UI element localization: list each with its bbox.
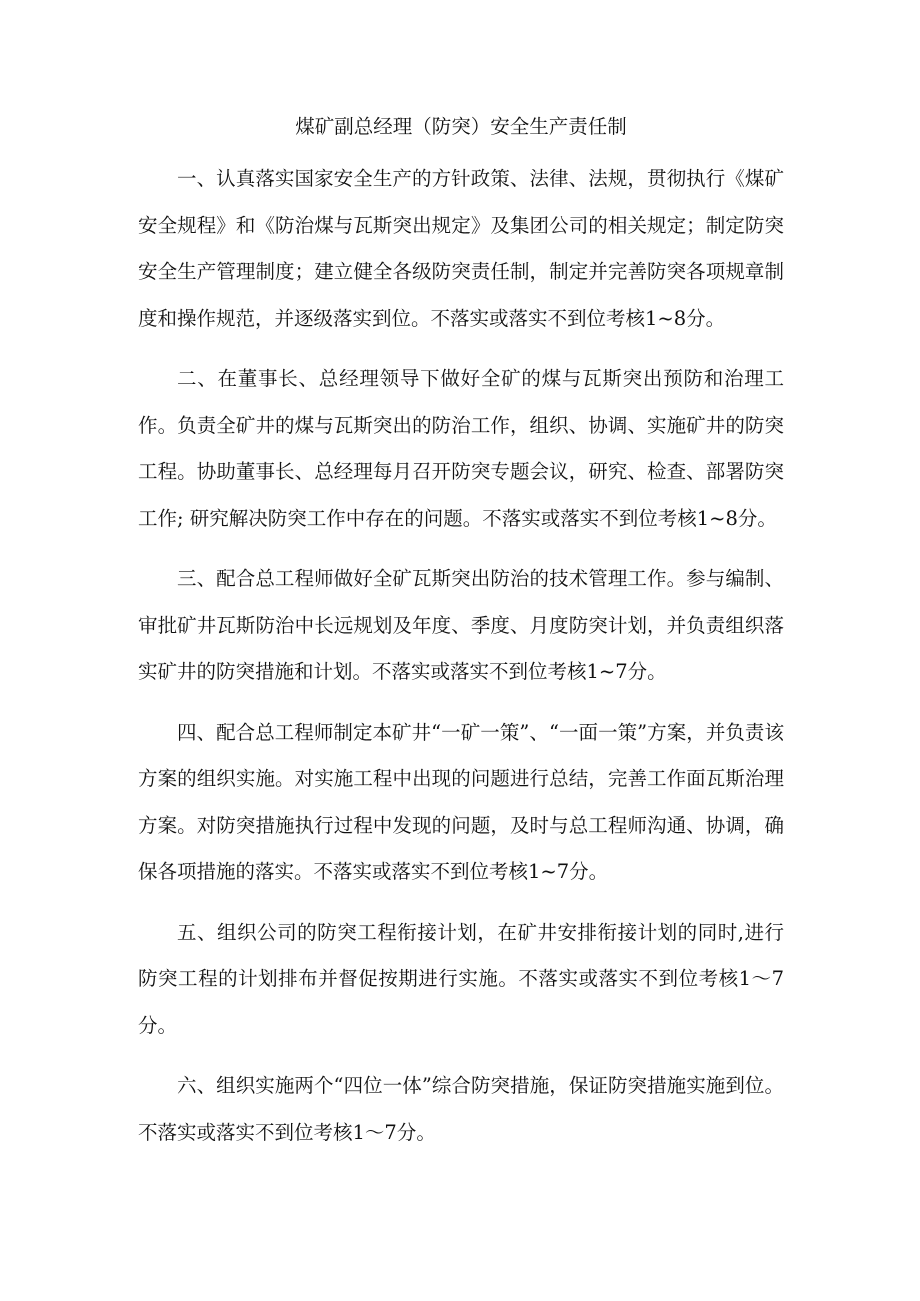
clause-6: 六、组织实施两个“四位一体”综合防突措施，保证防突措施实施到位。不落实或落实不到位考核1～7分。 <box>138 1074 784 1144</box>
document-page <box>138 112 784 1170</box>
clause-4: 四、配合总工程师制定本矿井“一矿一策”、“一面一策”方案，并负责该方案的组织实施。对实施工程中出现的问题进行总结，完善工作面瓦斯治理方案。对防突措施执行过程中发现的问题，及时与总工程师沟通、协调，确保各项措施的落实。不落实或落实不到位考核1~7分。 <box>138 720 784 883</box>
clause-1: 一、认真落实国家安全生产的方针政策、法律、法规，贯彻执行《煤矿安全规程》和《防治煤与瓦斯突出规定》及集团公司的相关规定；制定防突安全生产管理制度；建立健全各级防突责任制，制定并完善防突各项规章制度和操作规范，并逐级落实到位。不落实或落实不到位考核1~8分。 <box>138 167 784 330</box>
clause-3: 三、配合总工程师做好全矿瓦斯突出防治的技术管理工作。参与编制、审批矿井瓦斯防治中长远规划及年度、季度、月度防突计划，并负责组织落实矿井的防突措施和计划。不落实或落实不到位考核1~7分。 <box>138 567 784 683</box>
clause-5: 五、组织公司的防突工程衔接计划，在矿井安排衔接计划的同时,进行防突工程的计划排布并督促按期进行实施。不落实或落实不到位考核1～7分。 <box>138 920 784 1037</box>
clause-2: 二、在董事长、总经理领导下做好全矿的煤与瓦斯突出预防和治理工作。负责全矿井的煤与瓦斯突出的防治工作，组织、协调、实施矿井的防突工程。协助董事长、总经理每月召开防突专题会议，研究、检查、部署防突工作; 研究解决防突工作中存在的问题。不落实或落实不到位考核1~8分。 <box>138 367 784 530</box>
document-title: 煤矿副总经理（防突）安全生产责任制 <box>295 115 627 138</box>
